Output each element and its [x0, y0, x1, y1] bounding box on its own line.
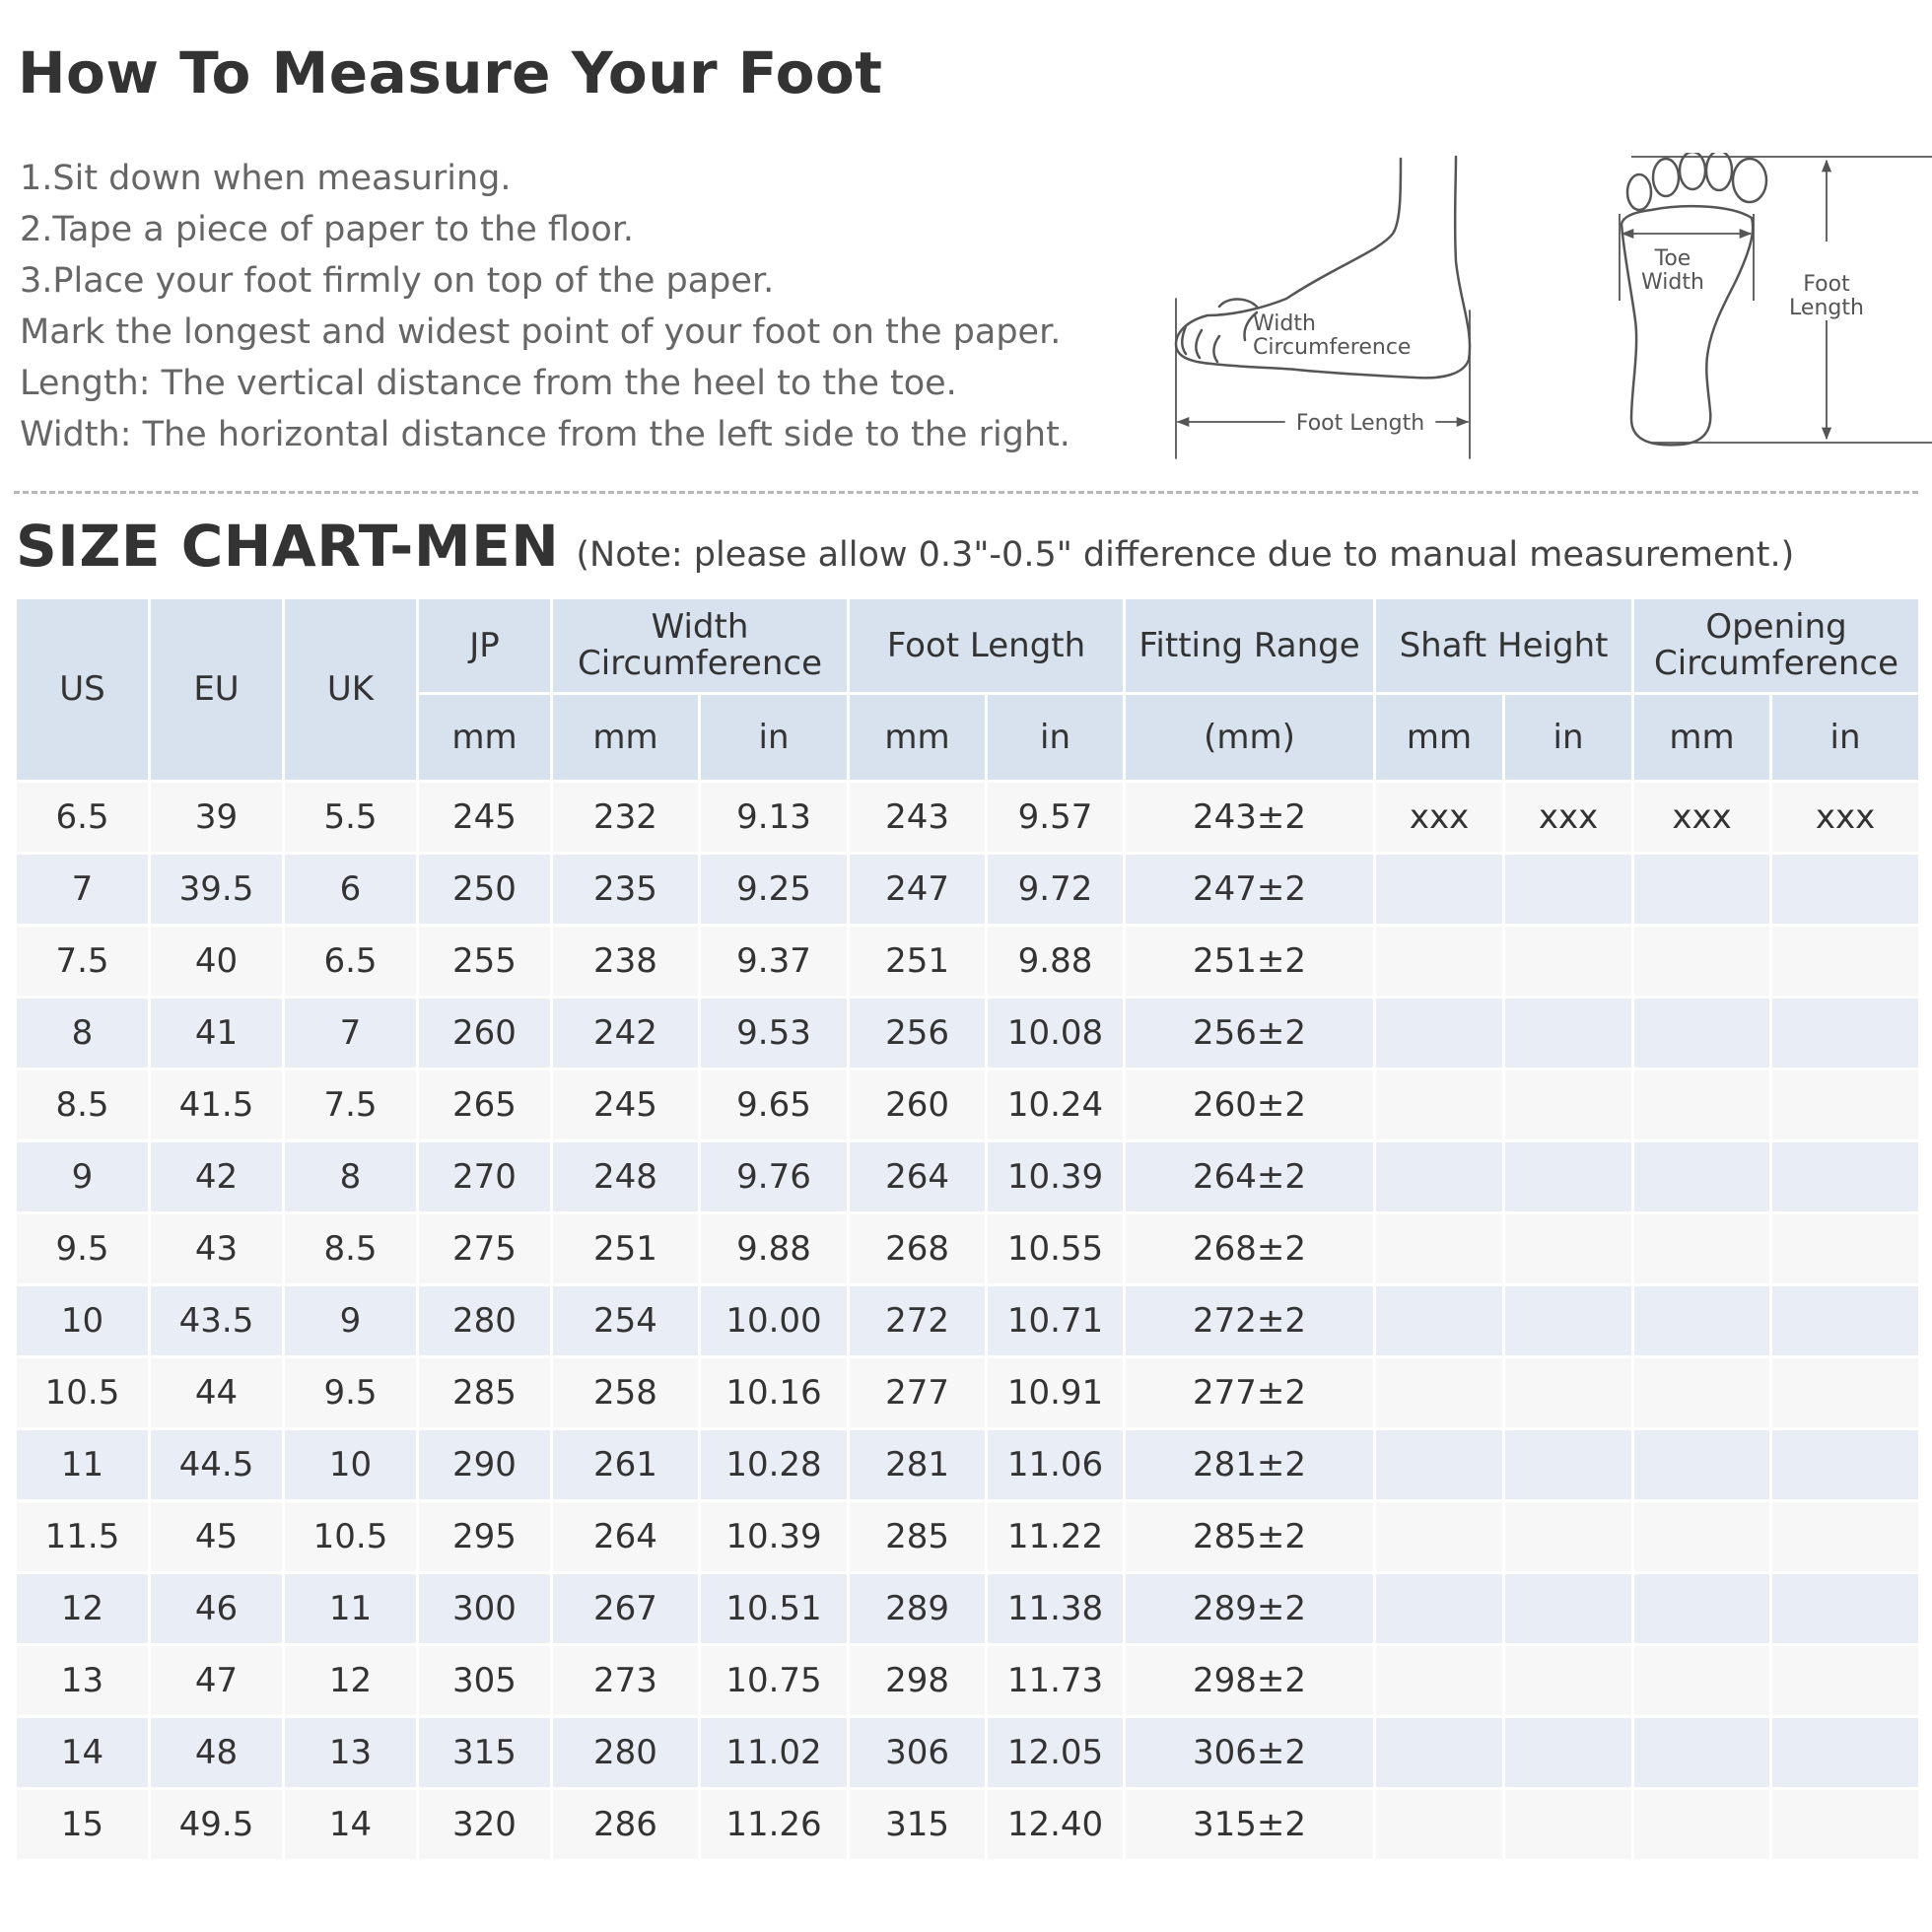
page-title: How To Measure Your Foot: [18, 39, 883, 106]
cell-jp-mm: 295: [418, 1501, 552, 1573]
cell-jp-mm: 270: [418, 1141, 552, 1213]
cell-wc-mm: 264: [552, 1501, 700, 1573]
cell-oc-mm: [1633, 1645, 1771, 1717]
cell-wc-mm: 286: [552, 1789, 700, 1861]
subheader-fl-in: in: [987, 694, 1125, 782]
cell-fl-in: 9.57: [987, 782, 1125, 854]
cell-fl-mm: 285: [849, 1501, 987, 1573]
cell-wc-in: 11.26: [700, 1789, 849, 1861]
cell-eu: 39: [150, 782, 284, 854]
cell-fl-mm: 256: [849, 998, 987, 1070]
cell-oc-in: [1771, 1501, 1920, 1573]
header-eu: EU: [150, 598, 284, 782]
cell-us: 8: [16, 998, 150, 1070]
cell-wc-mm: 267: [552, 1573, 700, 1645]
side-width-label-1: Width: [1253, 311, 1316, 336]
cell-fl-mm: 247: [849, 854, 987, 926]
cell-wc-mm: 232: [552, 782, 700, 854]
cell-sh-mm: [1375, 854, 1504, 926]
cell-fl-in: 12.05: [987, 1717, 1125, 1789]
cell-jp-mm: 315: [418, 1717, 552, 1789]
cell-oc-mm: [1633, 1789, 1771, 1861]
cell-uk: 13: [284, 1717, 418, 1789]
cell-us: 10.5: [16, 1357, 150, 1429]
cell-us: 11: [16, 1429, 150, 1501]
cell-eu: 44: [150, 1357, 284, 1429]
cell-wc-in: 10.16: [700, 1357, 849, 1429]
size-chart-title: SIZE CHART-MEN: [16, 513, 560, 580]
top-length-label-1: Foot: [1803, 272, 1850, 297]
instruction-item: Length: The vertical distance from the heel to the toe.: [20, 364, 957, 403]
cell-oc-in: xxx: [1771, 782, 1920, 854]
cell-sh-mm: [1375, 1285, 1504, 1357]
cell-eu: 49.5: [150, 1789, 284, 1861]
subheader-oc-in: in: [1771, 694, 1920, 782]
cell-sh-mm: [1375, 998, 1504, 1070]
cell-jp-mm: 265: [418, 1070, 552, 1141]
header-foot-length: Foot Length: [849, 598, 1125, 694]
section-divider: [14, 491, 1918, 494]
cell-fitting-range: 264±2: [1125, 1141, 1375, 1213]
cell-sh-in: [1504, 1357, 1633, 1429]
cell-fl-in: 10.24: [987, 1070, 1125, 1141]
cell-wc-mm: 261: [552, 1429, 700, 1501]
cell-sh-mm: [1375, 1213, 1504, 1285]
cell-oc-in: [1771, 998, 1920, 1070]
cell-jp-mm: 255: [418, 926, 552, 998]
cell-jp-mm: 260: [418, 998, 552, 1070]
cell-oc-in: [1771, 854, 1920, 926]
cell-sh-mm: [1375, 1789, 1504, 1861]
cell-oc-mm: [1633, 1357, 1771, 1429]
cell-sh-mm: [1375, 1573, 1504, 1645]
cell-wc-mm: 254: [552, 1285, 700, 1357]
cell-eu: 39.5: [150, 854, 284, 926]
cell-uk: 9: [284, 1285, 418, 1357]
cell-oc-in: [1771, 1717, 1920, 1789]
cell-oc-mm: [1633, 1501, 1771, 1573]
cell-sh-mm: xxx: [1375, 782, 1504, 854]
cell-us: 6.5: [16, 782, 150, 854]
cell-jp-mm: 245: [418, 782, 552, 854]
cell-sh-mm: [1375, 1501, 1504, 1573]
cell-eu: 40: [150, 926, 284, 998]
cell-fitting-range: 306±2: [1125, 1717, 1375, 1789]
cell-us: 14: [16, 1717, 150, 1789]
cell-us: 15: [16, 1789, 150, 1861]
size-chart-body: [16, 782, 1920, 1861]
cell-sh-in: [1504, 854, 1633, 926]
cell-jp-mm: 280: [418, 1285, 552, 1357]
table-row: [16, 1717, 1920, 1789]
cell-fitting-range: 272±2: [1125, 1285, 1375, 1357]
table-row: [16, 1213, 1920, 1285]
cell-sh-in: [1504, 1573, 1633, 1645]
cell-fl-in: 10.55: [987, 1213, 1125, 1285]
cell-wc-mm: 251: [552, 1213, 700, 1285]
table-row: [16, 1429, 1920, 1501]
side-length-label: Foot Length: [1295, 411, 1425, 436]
cell-uk: 12: [284, 1645, 418, 1717]
top-foot-icon: [1620, 153, 1932, 445]
cell-fl-in: 10.39: [987, 1141, 1125, 1213]
cell-wc-mm: 280: [552, 1717, 700, 1789]
cell-eu: 41: [150, 998, 284, 1070]
cell-oc-mm: [1633, 998, 1771, 1070]
top-length-label-2: Length: [1789, 296, 1864, 320]
cell-wc-mm: 242: [552, 998, 700, 1070]
cell-uk: 14: [284, 1789, 418, 1861]
subheader-fl-mm: mm: [849, 694, 987, 782]
cell-uk: 11: [284, 1573, 418, 1645]
instruction-item: 2.Tape a piece of paper to the floor.: [20, 210, 635, 249]
cell-sh-in: [1504, 1070, 1633, 1141]
cell-fitting-range: 298±2: [1125, 1645, 1375, 1717]
cell-fitting-range: 260±2: [1125, 1070, 1375, 1141]
cell-oc-in: [1771, 1429, 1920, 1501]
cell-fl-in: 10.71: [987, 1285, 1125, 1357]
cell-wc-in: 9.65: [700, 1070, 849, 1141]
cell-oc-in: [1771, 1070, 1920, 1141]
table-row: [16, 1645, 1920, 1717]
cell-oc-in: [1771, 1789, 1920, 1861]
subheader-sh-mm: mm: [1375, 694, 1504, 782]
cell-us: 9.5: [16, 1213, 150, 1285]
cell-fl-in: 9.88: [987, 926, 1125, 998]
cell-fl-mm: 260: [849, 1070, 987, 1141]
table-row: [16, 926, 1920, 998]
cell-oc-in: [1771, 1573, 1920, 1645]
cell-fl-in: 10.91: [987, 1357, 1125, 1429]
subheader-oc-mm: mm: [1633, 694, 1771, 782]
instruction-item: Mark the longest and widest point of your foot on the paper.: [20, 312, 1062, 352]
cell-wc-mm: 238: [552, 926, 700, 998]
cell-sh-in: [1504, 1717, 1633, 1789]
cell-uk: 9.5: [284, 1357, 418, 1429]
cell-uk: 5.5: [284, 782, 418, 854]
cell-fl-mm: 264: [849, 1141, 987, 1213]
table-row: [16, 1357, 1920, 1429]
cell-fl-mm: 251: [849, 926, 987, 998]
cell-eu: 48: [150, 1717, 284, 1789]
cell-uk: 8.5: [284, 1213, 418, 1285]
cell-fl-in: 11.38: [987, 1573, 1125, 1645]
cell-fl-mm: 306: [849, 1717, 987, 1789]
cell-wc-mm: 235: [552, 854, 700, 926]
size-chart-table: [14, 596, 1921, 1862]
table-row: [16, 1285, 1920, 1357]
cell-wc-in: 9.37: [700, 926, 849, 998]
cell-wc-in: 9.53: [700, 998, 849, 1070]
cell-sh-in: [1504, 1285, 1633, 1357]
subheader-fr-unit: (mm): [1125, 694, 1375, 782]
cell-jp-mm: 290: [418, 1429, 552, 1501]
cell-us: 11.5: [16, 1501, 150, 1573]
cell-wc-in: 10.39: [700, 1501, 849, 1573]
cell-eu: 45: [150, 1501, 284, 1573]
cell-wc-in: 11.02: [700, 1717, 849, 1789]
cell-oc-mm: [1633, 1141, 1771, 1213]
cell-us: 12: [16, 1573, 150, 1645]
cell-oc-mm: [1633, 854, 1771, 926]
cell-sh-mm: [1375, 1645, 1504, 1717]
cell-wc-in: 9.13: [700, 782, 849, 854]
cell-fitting-range: 247±2: [1125, 854, 1375, 926]
cell-oc-in: [1771, 1357, 1920, 1429]
cell-us: 8.5: [16, 1070, 150, 1141]
size-chart-note: (Note: please allow 0.3"-0.5" difference due to manual measurement.): [576, 535, 1795, 575]
cell-fl-mm: 315: [849, 1789, 987, 1861]
cell-jp-mm: 305: [418, 1645, 552, 1717]
header-uk: UK: [284, 598, 418, 782]
cell-fitting-range: 315±2: [1125, 1789, 1375, 1861]
cell-fitting-range: 285±2: [1125, 1501, 1375, 1573]
cell-sh-in: [1504, 1429, 1633, 1501]
cell-sh-mm: [1375, 1429, 1504, 1501]
cell-fl-mm: 243: [849, 782, 987, 854]
cell-wc-in: 10.75: [700, 1645, 849, 1717]
cell-fitting-range: 256±2: [1125, 998, 1375, 1070]
cell-jp-mm: 275: [418, 1213, 552, 1285]
cell-uk: 8: [284, 1141, 418, 1213]
table-row: [16, 854, 1920, 926]
cell-jp-mm: 300: [418, 1573, 552, 1645]
cell-oc-in: [1771, 1645, 1920, 1717]
cell-uk: 10.5: [284, 1501, 418, 1573]
header-fitting-range: Fitting Range: [1125, 598, 1375, 694]
header-us: US: [16, 598, 150, 782]
table-row: [16, 1070, 1920, 1141]
cell-fl-mm: 277: [849, 1357, 987, 1429]
cell-sh-mm: [1375, 926, 1504, 998]
cell-wc-mm: 273: [552, 1645, 700, 1717]
subheader-wc-mm: mm: [552, 694, 700, 782]
header-shaft-height: Shaft Height: [1375, 598, 1633, 694]
cell-fitting-range: 289±2: [1125, 1573, 1375, 1645]
cell-fitting-range: 277±2: [1125, 1357, 1375, 1429]
cell-sh-in: xxx: [1504, 782, 1633, 854]
table-row: [16, 1501, 1920, 1573]
cell-oc-mm: [1633, 1573, 1771, 1645]
cell-sh-mm: [1375, 1717, 1504, 1789]
cell-eu: 42: [150, 1141, 284, 1213]
cell-us: 7: [16, 854, 150, 926]
cell-uk: 10: [284, 1429, 418, 1501]
cell-fl-in: 12.40: [987, 1789, 1125, 1861]
cell-sh-mm: [1375, 1357, 1504, 1429]
cell-eu: 46: [150, 1573, 284, 1645]
cell-wc-in: 10.00: [700, 1285, 849, 1357]
cell-jp-mm: 250: [418, 854, 552, 926]
cell-wc-in: 10.28: [700, 1429, 849, 1501]
cell-fl-in: 11.06: [987, 1429, 1125, 1501]
cell-fl-in: 9.72: [987, 854, 1125, 926]
cell-us: 9: [16, 1141, 150, 1213]
cell-oc-in: [1771, 1285, 1920, 1357]
cell-us: 13: [16, 1645, 150, 1717]
table-row: [16, 1141, 1920, 1213]
table-row: [16, 1789, 1920, 1861]
cell-wc-in: 9.88: [700, 1213, 849, 1285]
cell-uk: 7.5: [284, 1070, 418, 1141]
cell-uk: 6.5: [284, 926, 418, 998]
cell-fl-mm: 298: [849, 1645, 987, 1717]
cell-eu: 43.5: [150, 1285, 284, 1357]
header-opening-circumference: Opening Circumference: [1633, 598, 1920, 694]
cell-fl-mm: 289: [849, 1573, 987, 1645]
subheader-sh-in: in: [1504, 694, 1633, 782]
cell-oc-mm: xxx: [1633, 782, 1771, 854]
cell-wc-mm: 248: [552, 1141, 700, 1213]
cell-sh-mm: [1375, 1070, 1504, 1141]
cell-fl-in: 10.08: [987, 998, 1125, 1070]
subheader-jp-mm: mm: [418, 694, 552, 782]
cell-sh-in: [1504, 1501, 1633, 1573]
cell-oc-mm: [1633, 1429, 1771, 1501]
top-toe-label-2: Width: [1641, 270, 1704, 295]
cell-fl-in: 11.22: [987, 1501, 1125, 1573]
cell-eu: 44.5: [150, 1429, 284, 1501]
subheader-wc-in: in: [700, 694, 849, 782]
header-width-circumference: Width Circumference: [552, 598, 849, 694]
cell-fitting-range: 281±2: [1125, 1429, 1375, 1501]
table-row: [16, 998, 1920, 1070]
cell-oc-mm: [1633, 1213, 1771, 1285]
cell-sh-in: [1504, 998, 1633, 1070]
cell-jp-mm: 320: [418, 1789, 552, 1861]
cell-fitting-range: 268±2: [1125, 1213, 1375, 1285]
cell-fitting-range: 251±2: [1125, 926, 1375, 998]
cell-us: 7.5: [16, 926, 150, 998]
cell-uk: 6: [284, 854, 418, 926]
cell-wc-mm: 245: [552, 1070, 700, 1141]
cell-fl-in: 11.73: [987, 1645, 1125, 1717]
cell-wc-in: 10.51: [700, 1573, 849, 1645]
cell-oc-mm: [1633, 1285, 1771, 1357]
cell-oc-mm: [1633, 1717, 1771, 1789]
instructions-list: [20, 153, 1070, 460]
cell-eu: 43: [150, 1213, 284, 1285]
cell-us: 10: [16, 1285, 150, 1357]
cell-sh-in: [1504, 1213, 1633, 1285]
table-row: [16, 782, 1920, 854]
cell-sh-mm: [1375, 1141, 1504, 1213]
cell-eu: 47: [150, 1645, 284, 1717]
table-row: [16, 1573, 1920, 1645]
instruction-item: Width: The horizontal distance from the left side to the right.: [20, 415, 1070, 454]
cell-oc-in: [1771, 1213, 1920, 1285]
cell-fitting-range: 243±2: [1125, 782, 1375, 854]
foot-measure-diagram: [1168, 153, 1932, 468]
side-width-label-2: Circumference: [1253, 335, 1412, 360]
instruction-item: 1.Sit down when measuring.: [20, 159, 512, 198]
cell-sh-in: [1504, 1789, 1633, 1861]
cell-uk: 7: [284, 998, 418, 1070]
cell-eu: 41.5: [150, 1070, 284, 1141]
size-chart-heading: [16, 513, 1794, 580]
cell-fl-mm: 272: [849, 1285, 987, 1357]
header-jp: JP: [418, 598, 552, 694]
cell-fl-mm: 268: [849, 1213, 987, 1285]
cell-sh-in: [1504, 1141, 1633, 1213]
cell-oc-mm: [1633, 1070, 1771, 1141]
cell-oc-mm: [1633, 926, 1771, 998]
cell-sh-in: [1504, 926, 1633, 998]
cell-wc-in: 9.76: [700, 1141, 849, 1213]
cell-wc-in: 9.25: [700, 854, 849, 926]
cell-sh-in: [1504, 1645, 1633, 1717]
cell-oc-in: [1771, 1141, 1920, 1213]
top-toe-label-1: Toe: [1654, 246, 1691, 271]
cell-wc-mm: 258: [552, 1357, 700, 1429]
cell-fl-mm: 281: [849, 1429, 987, 1501]
instruction-item: 3.Place your foot firmly on top of the paper.: [20, 261, 775, 301]
cell-oc-in: [1771, 926, 1920, 998]
cell-jp-mm: 285: [418, 1357, 552, 1429]
